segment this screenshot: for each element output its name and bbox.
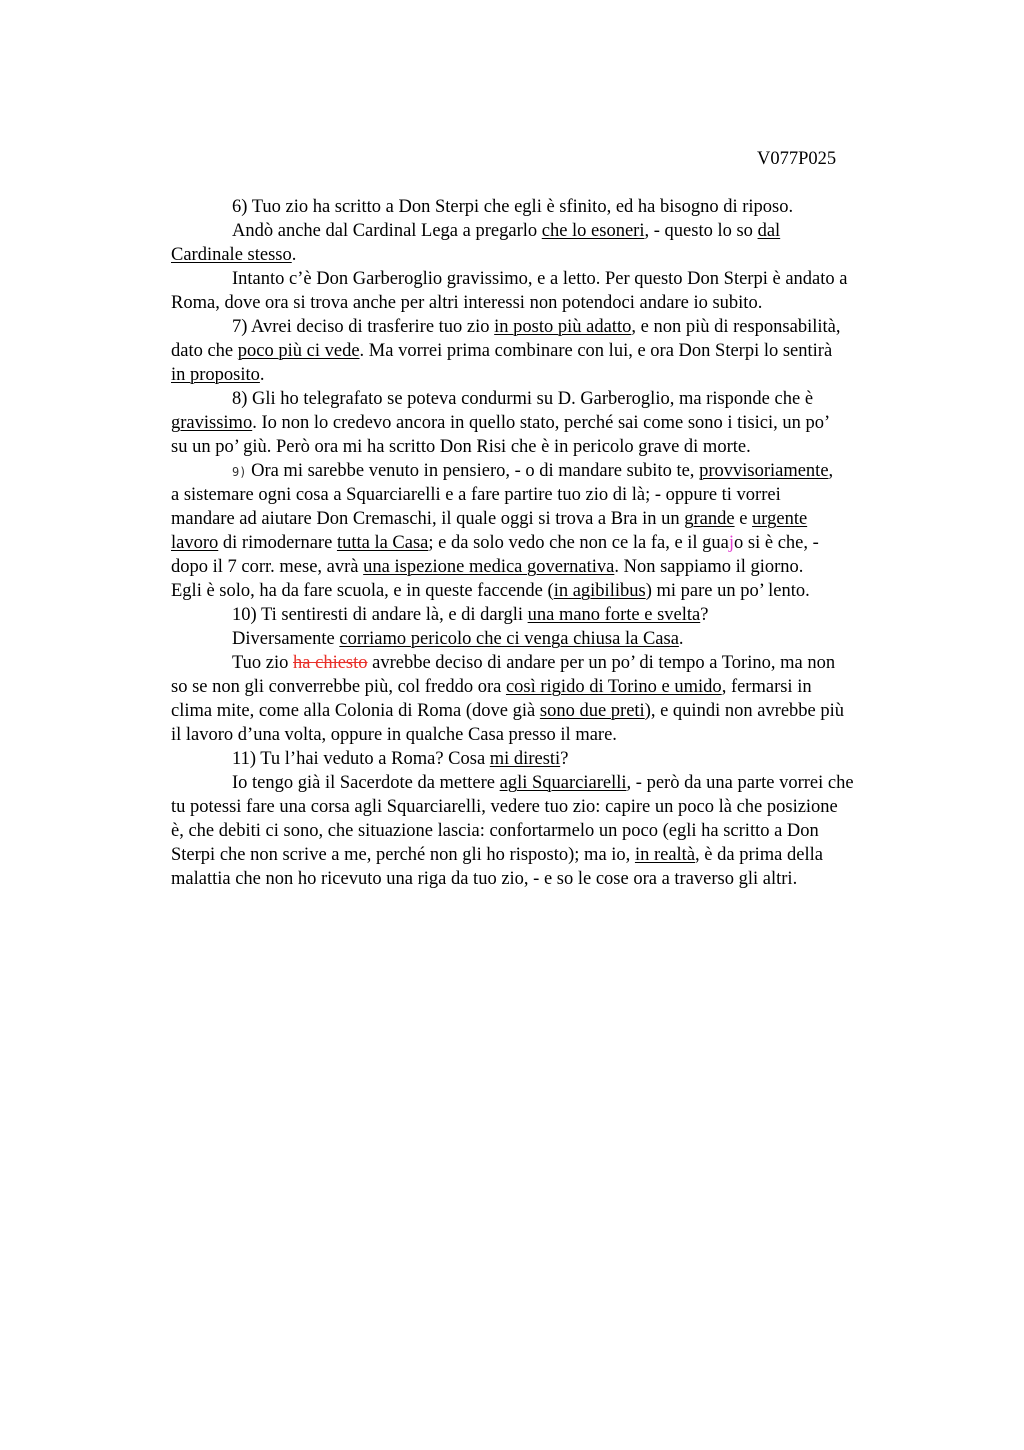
text-run: , fermarsi in bbox=[721, 677, 812, 697]
underlined-text: Cardinale stesso bbox=[171, 245, 292, 265]
text-run: Tuo zio bbox=[232, 653, 294, 673]
text-run: avrebbe deciso di andare per un po’ di tempo a Torino, ma non bbox=[367, 653, 836, 673]
underlined-text: lavoro bbox=[171, 533, 219, 553]
text-run: di rimodernare bbox=[218, 533, 337, 553]
text-line bbox=[171, 291, 762, 315]
text-run: Ora mi sarebbe venuto in pensiero, - o di mandare subito te, bbox=[246, 461, 700, 481]
text-run: . Io non lo credevo ancora in quello stato, perché sai come sono i tisici, un po’ bbox=[252, 413, 831, 433]
underlined-text: in realtà bbox=[634, 845, 696, 865]
text-line bbox=[171, 531, 819, 555]
underlined-text: che lo esoneri bbox=[541, 221, 645, 241]
text-run: , bbox=[828, 461, 834, 481]
text-run: dato che bbox=[171, 341, 238, 361]
underlined-text: dal bbox=[757, 221, 781, 241]
text-run: Egli è solo, ha da fare scuola, e in queste faccende ( bbox=[171, 581, 554, 601]
text-line bbox=[171, 795, 838, 819]
text-run: 6) Tuo zio ha scritto a Don Sterpi che egli è sfinito, ed ha bisogno di riposo. bbox=[232, 197, 794, 217]
text-line bbox=[232, 747, 568, 771]
text-line bbox=[171, 723, 617, 747]
text-line bbox=[171, 243, 296, 267]
text-line bbox=[171, 363, 265, 387]
text-line bbox=[171, 507, 807, 531]
text-line bbox=[171, 435, 751, 459]
text-run: Intanto c’è Don Garberoglio gravissimo, e a letto. Per questo Don Sterpi è andato a bbox=[232, 269, 848, 289]
text-run: . Ma vorrei prima combinare con lui, e ora Don Sterpi lo sentirà bbox=[359, 341, 833, 361]
text-run: . bbox=[259, 365, 265, 385]
highlighted-char: j bbox=[728, 533, 735, 553]
struck-text: ha chiesto bbox=[293, 653, 368, 673]
text-run: 7) Avrei deciso di trasferire tuo zio bbox=[232, 317, 495, 337]
text-line bbox=[171, 675, 812, 699]
text-line bbox=[232, 603, 708, 627]
text-line bbox=[232, 315, 841, 339]
text-run: . bbox=[291, 245, 297, 265]
text-run: Andò anche dal Cardinal Lega a pregarlo bbox=[232, 221, 542, 241]
text-run: ) mi pare un po’ lento. bbox=[645, 581, 810, 601]
text-run: 10) Ti sentiresti di andare là, e di dargli bbox=[232, 605, 528, 625]
text-line bbox=[232, 459, 833, 483]
underlined-text: sono due preti bbox=[539, 701, 645, 721]
text-run: Sterpi che non scrive a me, perché non gli ho risposto); ma io, bbox=[171, 845, 635, 865]
text-line bbox=[171, 555, 803, 579]
text-line bbox=[171, 339, 832, 363]
text-line bbox=[232, 219, 780, 243]
text-run: a sistemare ogni cosa a Squarciarelli e a fare partire tuo zio di là; - oppure ti vorrei bbox=[171, 485, 781, 505]
text-run: . bbox=[678, 629, 684, 649]
item-number: 9) bbox=[232, 465, 247, 479]
text-run: mandare ad aiutare Don Cremaschi, il quale oggi si trova a Bra in un bbox=[171, 509, 685, 529]
text-line bbox=[232, 627, 684, 651]
underlined-text: una ispezione medica governativa bbox=[363, 557, 615, 577]
text-run: dopo il 7 corr. mese, avrà bbox=[171, 557, 364, 577]
text-run: ), e quindi non avrebbe più bbox=[644, 701, 845, 721]
text-run: e bbox=[734, 509, 753, 529]
text-run: 11) Tu l’hai veduto a Roma? Cosa bbox=[232, 749, 490, 769]
underlined-text: in agibilibus bbox=[553, 581, 646, 601]
text-run: o si è che, - bbox=[734, 533, 819, 553]
text-run: ; e da solo vedo che non ce la fa, e il gua bbox=[428, 533, 729, 553]
underlined-text: in proposito bbox=[171, 365, 260, 385]
text-line bbox=[171, 843, 823, 867]
document-id: V077P025 bbox=[757, 149, 837, 169]
text-line bbox=[171, 819, 819, 843]
text-run: Diversamente bbox=[232, 629, 340, 649]
text-line bbox=[232, 387, 813, 411]
text-run: Roma, dove ora si trova anche per altri interessi non potendoci andare io subito. bbox=[171, 293, 763, 313]
underlined-text: gravissimo bbox=[171, 413, 253, 433]
text-run: ? bbox=[560, 749, 569, 769]
text-run: il lavoro d’una volta, oppure in qualche Casa presso il mare. bbox=[171, 725, 617, 745]
text-line bbox=[232, 651, 835, 675]
text-line bbox=[171, 867, 797, 891]
text-run: clima mite, come alla Colonia di Roma (dove già bbox=[171, 701, 540, 721]
text-run: tu potessi fare una corsa agli Squarciarelli, vedere tuo zio: capire un poco là che posizione bbox=[171, 797, 838, 817]
underlined-text: una mano forte e svelta bbox=[527, 605, 701, 625]
text-run: 8) Gli ho telegrafato se poteva condurmi su D. Garberoglio, ma risponde che è bbox=[232, 389, 814, 409]
underlined-text: corriamo pericolo che ci venga chiusa la Casa bbox=[339, 629, 679, 649]
text-run: so se non gli converrebbe più, col freddo ora bbox=[171, 677, 506, 697]
text-line bbox=[171, 699, 844, 723]
text-run: su un po’ giù. Però ora mi ha scritto Don Risi che è in pericolo grave di morte. bbox=[171, 437, 751, 457]
text-run: , è da prima della bbox=[695, 845, 823, 865]
text-run: , e non più di responsabilità, bbox=[631, 317, 841, 337]
text-run: è, che debiti ci sono, che situazione lascia: confortarmelo un poco (egli ha scritto a Don bbox=[171, 821, 819, 841]
text-run: Io tengo già il Sacerdote da mettere bbox=[232, 773, 500, 793]
text-line bbox=[232, 771, 854, 795]
underlined-text: mi diresti bbox=[489, 749, 561, 769]
text-run: , - questo lo so bbox=[644, 221, 758, 241]
text-line bbox=[171, 579, 810, 603]
underlined-text: provvisoriamente bbox=[699, 461, 829, 481]
text-run: malattia che non ho ricevuto una riga da tuo zio, - e so le cose ora a traverso gli altri. bbox=[171, 869, 798, 889]
underlined-text: così rigido di Torino e umido bbox=[505, 677, 722, 697]
underlined-text: poco più ci vede bbox=[237, 341, 360, 361]
text-line bbox=[171, 483, 781, 507]
underlined-text: tutta la Casa bbox=[336, 533, 429, 553]
underlined-text: grande bbox=[684, 509, 735, 529]
underlined-text: in posto più adatto bbox=[494, 317, 632, 337]
underlined-text: urgente bbox=[752, 509, 808, 529]
underlined-text: agli Squarciarelli bbox=[499, 773, 627, 793]
text-run: ? bbox=[700, 605, 709, 625]
text-line bbox=[232, 267, 847, 291]
text-run: . Non sappiamo il giorno. bbox=[614, 557, 804, 577]
text-line bbox=[232, 195, 793, 219]
text-line bbox=[171, 411, 830, 435]
text-run: , - però da una parte vorrei che bbox=[626, 773, 854, 793]
